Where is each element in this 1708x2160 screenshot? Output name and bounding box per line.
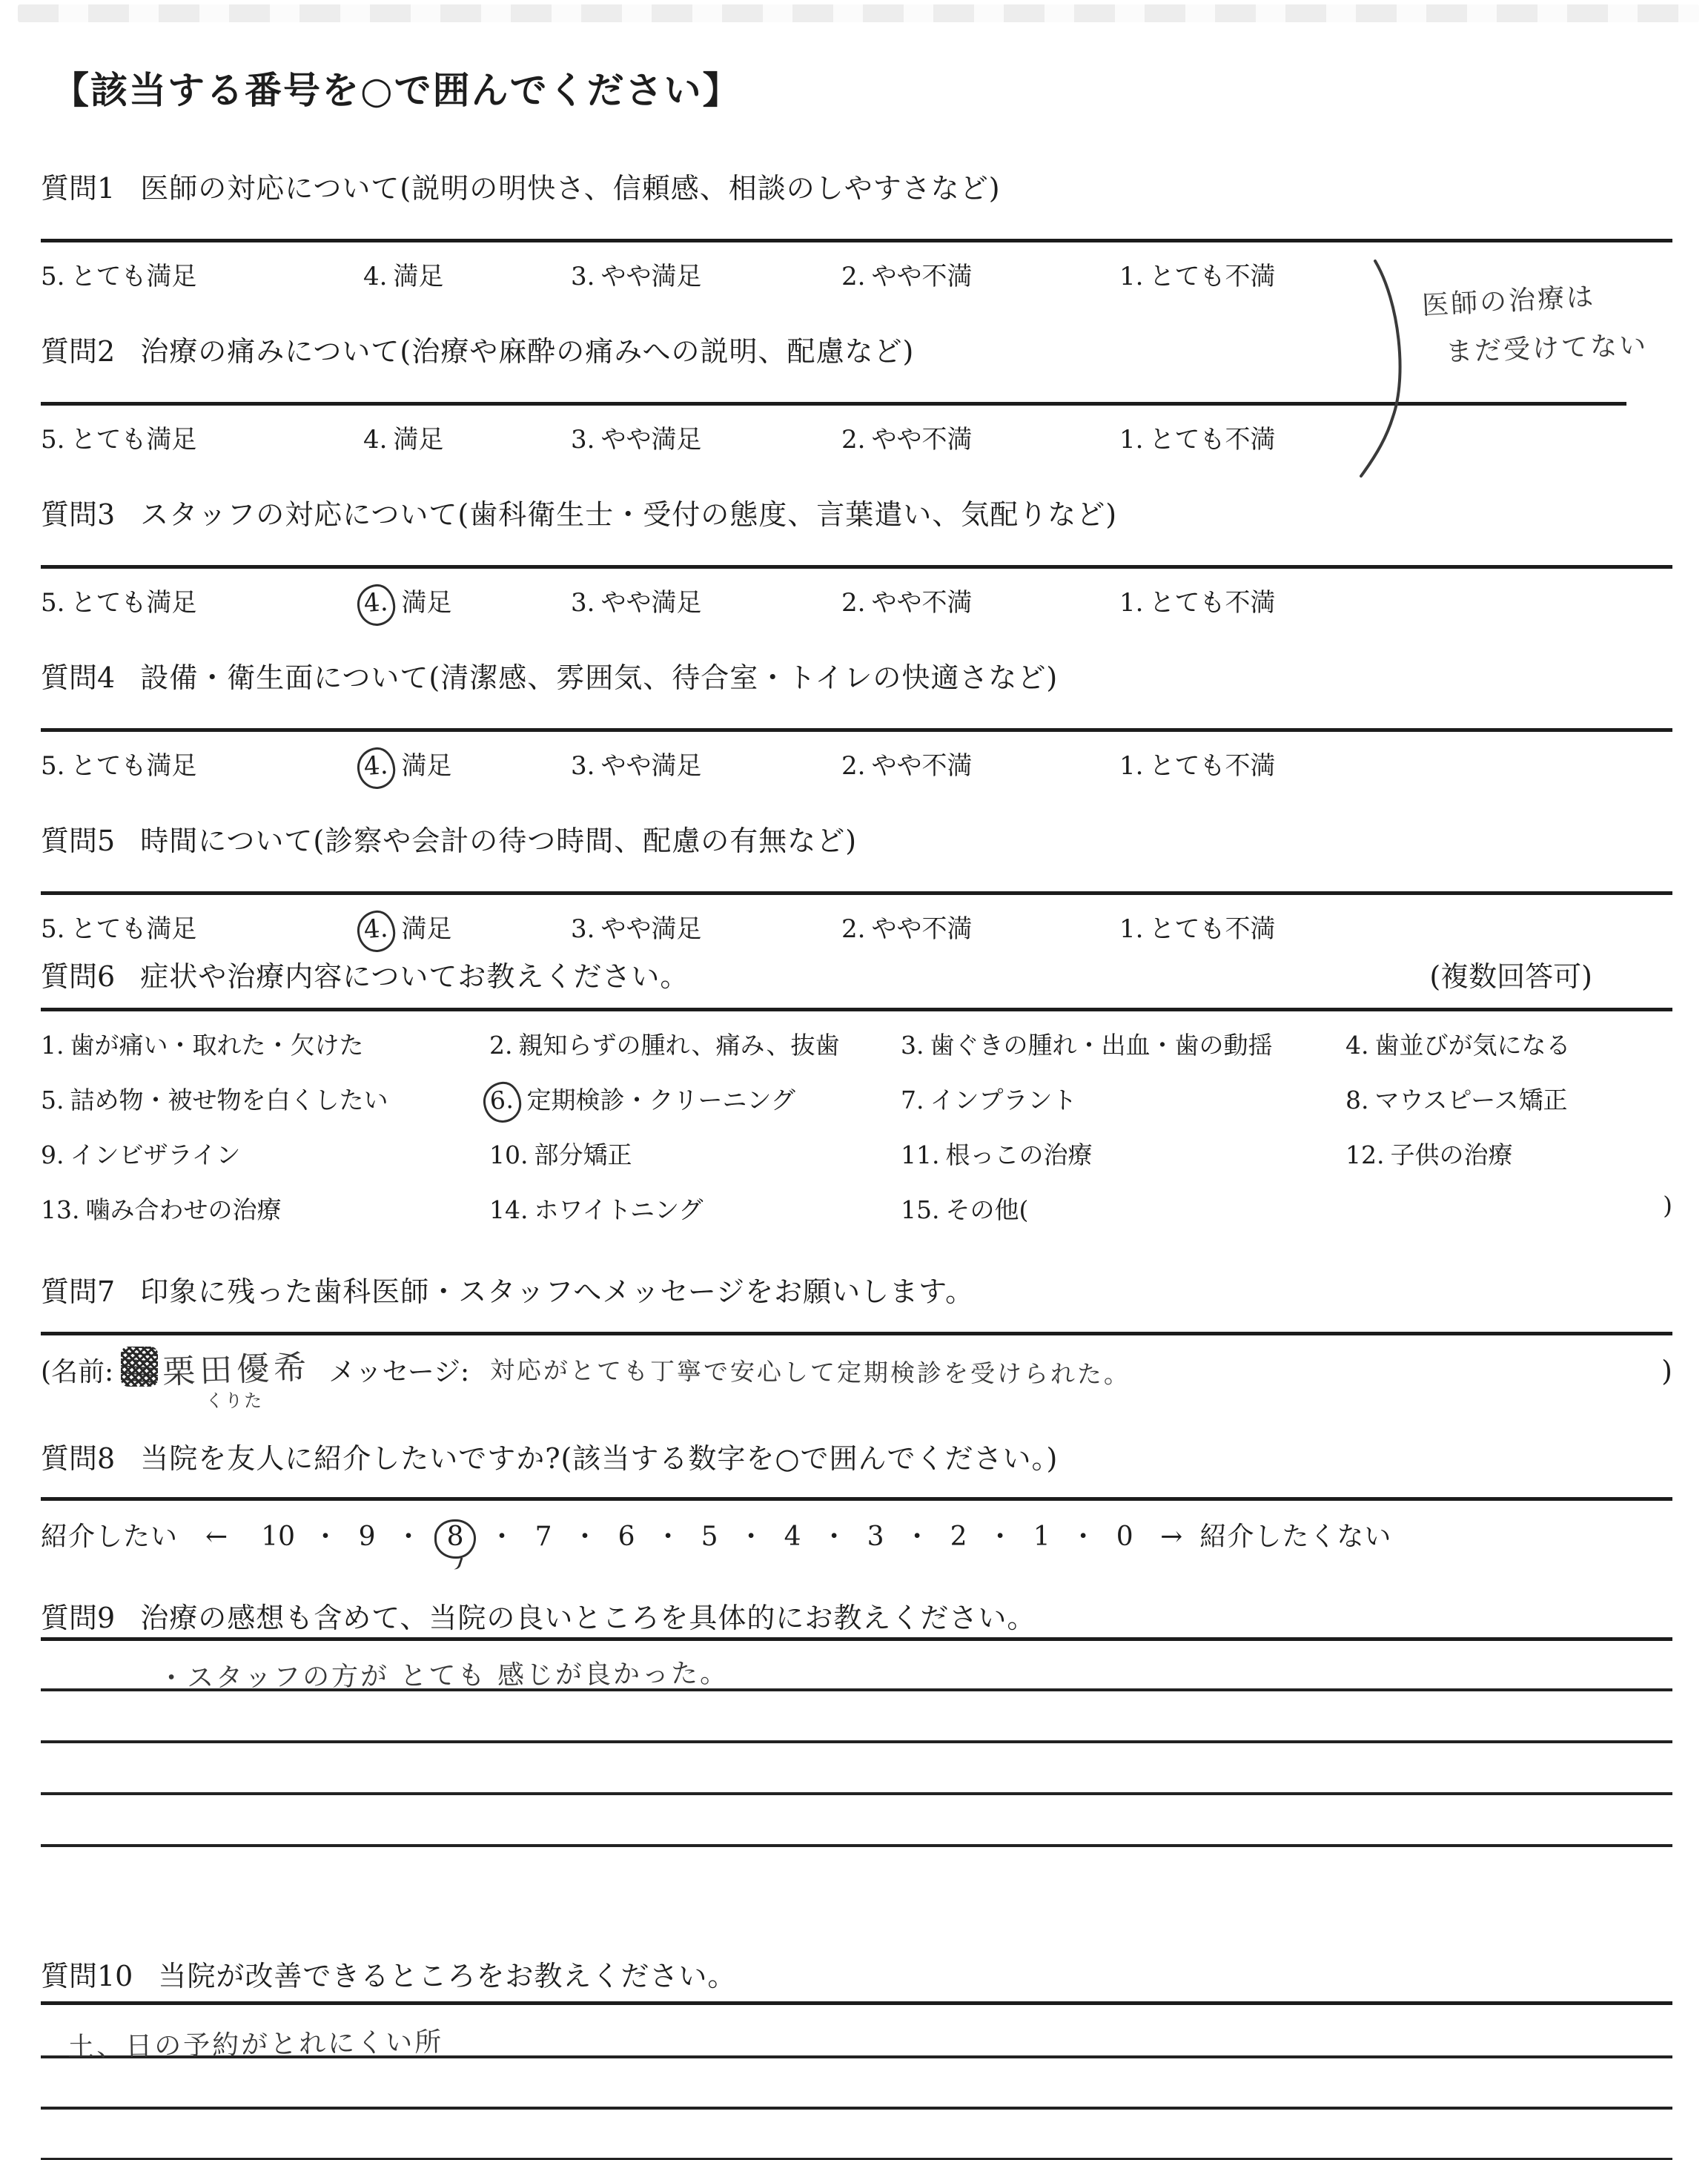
question-1-label: 質問1 [41, 172, 116, 205]
q8-dot: ・ [738, 1522, 765, 1552]
q8-dot: ・ [655, 1522, 682, 1552]
question-6-note: (複数回答可) [1429, 960, 1592, 993]
q6-item-12-text: 子供の治療 [1390, 1140, 1513, 1169]
q5-option-1-number: 1. [1119, 914, 1144, 944]
q9-answer-line-4 [41, 1795, 1672, 1847]
question-4-rule [41, 728, 1672, 732]
question-10-heading [41, 1958, 1672, 1994]
q6-item-15-number: 15. [901, 1195, 940, 1224]
q4-circled-answer-4: 4. [356, 746, 397, 790]
q3-option-2 [841, 582, 1119, 618]
q8-score-1: 1 [1033, 1522, 1050, 1552]
q6-row-2 [41, 1081, 1672, 1136]
q2-option-4-number: 4. [363, 425, 388, 455]
question-2-title: 治療の痛みについて(治療や麻酔の痛みへの説明、配慮など) [140, 335, 915, 368]
q6-item-9-text: インビザライン [70, 1140, 241, 1169]
q6-item-10 [489, 1136, 901, 1171]
q10-handwritten-answer: 土、日の予約がとれにくい所 [67, 2027, 444, 2063]
question-9-label: 質問9 [41, 1602, 116, 1634]
question-1-title: 医師の対応について(説明の明快さ、信頼感、相談のしやすさなど) [140, 172, 1001, 205]
q8-dot: ・ [821, 1522, 848, 1552]
q5-circled-answer-4: 4. [356, 909, 397, 953]
q2-option-4 [363, 419, 571, 455]
q1-option-5-text: とても満足 [70, 262, 197, 291]
question-2-section [41, 334, 1672, 497]
question-5-label: 質問5 [41, 825, 116, 857]
q2-option-1-number: 1. [1119, 425, 1144, 455]
q5-option-5 [41, 908, 363, 945]
q4-option-3 [571, 745, 841, 782]
question-9-heading [41, 1600, 1672, 1636]
question-3-label: 質問3 [41, 498, 116, 531]
q8-circled-answer-8: 8 [434, 1519, 476, 1559]
q1-option-3-text: やや満足 [600, 262, 702, 291]
q6-item-11-number: 11. [901, 1140, 940, 1169]
question-6-items [41, 1026, 1672, 1246]
q6-item-7-number: 7. [901, 1086, 924, 1114]
q1-option-1-text: とても不満 [1149, 262, 1276, 291]
q2-option-4-text: 満足 [393, 425, 444, 455]
q8-score-6: 6 [618, 1522, 635, 1552]
question-5-title: 時間について(診察や会計の待つ時間、配慮の有無など) [140, 825, 858, 857]
q5-option-2 [841, 908, 1119, 945]
q6-row-3 [41, 1136, 1672, 1191]
question-4-label: 質問4 [41, 661, 116, 694]
form-title: 【該当する番号を○で囲んでください】 [52, 68, 741, 112]
q8-score-0: 0 [1116, 1522, 1133, 1552]
q2-option-3 [571, 419, 841, 455]
q6-item-14 [489, 1191, 901, 1226]
question-8-section [41, 1441, 1672, 1600]
q8-left-label: 紹介したい [41, 1522, 179, 1552]
q3-option-3-number: 3. [571, 588, 595, 618]
q5-option-3 [571, 908, 841, 945]
question-7-heading [41, 1274, 1672, 1309]
question-7-title: 印象に残った歯科医師・スタッフへメッセージをお願いします。 [140, 1275, 975, 1308]
q6-item-5-text: 詰め物・被せ物を白くしたい [70, 1086, 388, 1114]
q6-item-3 [901, 1026, 1345, 1061]
q6-item-3-number: 3. [901, 1031, 924, 1060]
q8-score-5: 5 [701, 1522, 718, 1552]
question-4-heading [41, 660, 1672, 696]
q9-answer-line-3 [41, 1743, 1672, 1795]
q3-option-1-text: とても不満 [1149, 588, 1276, 618]
question-7-section [41, 1274, 1672, 1441]
q1-option-2 [841, 256, 1119, 292]
q7-name-message-row [41, 1343, 1672, 1411]
q4-option-1 [1119, 745, 1275, 782]
question-3-rule [41, 565, 1672, 569]
question-7-label: 質問7 [41, 1275, 116, 1308]
q8-dot: ・ [395, 1522, 423, 1552]
q6-item-5-number: 5. [41, 1086, 64, 1114]
q3-option-5 [41, 582, 363, 618]
q8-dot: ・ [312, 1522, 340, 1552]
q6-item-2-text: 親知らずの腫れ、痛み、抜歯 [518, 1031, 840, 1060]
q2-option-3-number: 3. [571, 425, 595, 455]
q4-option-2-number: 2. [841, 751, 866, 781]
q6-item-7-text: インプラント [930, 1086, 1077, 1114]
q6-item-14-text: ホワイトニング [534, 1195, 704, 1224]
q2-option-2 [841, 419, 1119, 455]
q6-item-14-number: 14. [489, 1195, 529, 1224]
q6-item-15-text: その他( [945, 1195, 1029, 1224]
q6-item-1-text: 歯が痛い・取れた・欠けた [70, 1031, 364, 1060]
q8-score-7: 7 [534, 1522, 552, 1552]
scan-artifact-strip [18, 4, 1699, 22]
scratched-out-character [121, 1347, 158, 1387]
q4-option-4-selected [363, 745, 571, 783]
q2-option-2-number: 2. [841, 425, 866, 455]
question-1-heading [41, 171, 1672, 206]
q6-item-13-text: 噛み合わせの治療 [85, 1195, 282, 1224]
q4-option-5-text: とても満足 [70, 751, 197, 781]
q1-option-2-number: 2. [841, 262, 866, 291]
question-9-title: 治療の感想も含めて、当院の良いところを具体的にお教えください。 [140, 1602, 1036, 1634]
q6-item-6-text: 定期検診・クリーニング [526, 1086, 795, 1114]
question-3-title: スタッフの対応について(歯科衛生士・受付の態度、言葉遣い、気配りなど) [140, 498, 1118, 531]
q8-recommend-scale [41, 1516, 1672, 1554]
q3-option-5-number: 5. [41, 588, 65, 618]
q6-item-11-text: 根っこの治療 [945, 1140, 1093, 1169]
q8-score-9: 9 [358, 1522, 376, 1552]
q6-item-10-text: 部分矯正 [534, 1140, 632, 1169]
q6-item-1 [41, 1026, 489, 1061]
question-5-options [41, 908, 1672, 946]
question-8-heading [41, 1441, 1672, 1476]
q1-option-2-text: やや不満 [871, 262, 973, 291]
q8-dot: ・ [1070, 1522, 1097, 1552]
q2-option-1-text: とても不満 [1149, 425, 1276, 455]
q4-option-1-number: 1. [1119, 751, 1144, 781]
annotation-line-1: 医師の治療は [1421, 281, 1597, 322]
q5-option-1-text: とても不満 [1149, 914, 1276, 944]
q6-item-2-number: 2. [489, 1031, 513, 1060]
question-5-section [41, 823, 1672, 959]
q6-item-8-number: 8. [1345, 1086, 1369, 1114]
q2-option-5 [41, 419, 363, 455]
q2-option-1 [1119, 419, 1275, 455]
question-4-title: 設備・衛生面について(清潔感、雰囲気、待合室・トイレの快適さなど) [140, 661, 1059, 694]
q6-item-12-number: 12. [1345, 1140, 1385, 1169]
handwritten-brace-curve [1351, 260, 1417, 482]
question-6-label: 質問6 [41, 960, 116, 993]
question-9-section [41, 1600, 1672, 1900]
q6-item-7 [901, 1081, 1345, 1116]
q6-item-9-number: 9. [41, 1140, 64, 1169]
q6-item-6-selected [489, 1081, 901, 1117]
q4-option-2 [841, 745, 1119, 782]
q6-item-8 [1345, 1081, 1568, 1116]
q6-item-3-text: 歯ぐきの腫れ・出血・歯の動揺 [930, 1031, 1273, 1060]
q5-option-4-selected [363, 908, 571, 946]
q4-option-4-text: 満足 [401, 751, 452, 781]
q5-option-4-text: 満足 [401, 914, 452, 944]
q10-answer-line-1 [41, 2005, 1672, 2063]
q2-option-2-text: やや不満 [871, 425, 973, 455]
q3-option-4-text: 満足 [401, 588, 452, 618]
question-10-section [41, 1958, 1672, 2160]
q6-item-1-number: 1. [41, 1031, 64, 1060]
q4-option-5 [41, 745, 363, 782]
question-6-title: 症状や治療内容についてお教えください。 [140, 960, 689, 993]
q5-option-1 [1119, 908, 1275, 945]
q9-answer-line-2 [41, 1691, 1672, 1743]
question-1-rule [41, 239, 1672, 242]
q8-dot: ・ [572, 1522, 599, 1552]
q9-answer-line-1 [41, 1641, 1672, 1694]
question-6-section [41, 959, 1672, 1274]
q10-answer-line-3 [41, 2110, 1672, 2160]
q8-score-3: 3 [867, 1522, 884, 1552]
q1-option-1 [1119, 256, 1275, 292]
q6-item-4-text: 歯並びが気になる [1374, 1031, 1571, 1060]
q2-option-5-text: とても満足 [70, 425, 197, 455]
q3-option-5-text: とても満足 [70, 588, 197, 618]
q6-item-15-other [901, 1191, 1028, 1226]
annotation-line-2: まだ受けてない [1445, 330, 1649, 368]
q6-other-close-paren: ) [1663, 1191, 1672, 1220]
q6-circled-answer-6: 6. [482, 1080, 522, 1123]
question-8-title: 当院を友人に紹介したいですか?(該当する数字を○で囲んでください。) [140, 1442, 1059, 1475]
q7-close-paren: ) [1661, 1355, 1672, 1387]
question-4-section [41, 660, 1672, 823]
q1-option-1-number: 1. [1119, 262, 1144, 291]
q2-option-5-number: 5. [41, 425, 65, 455]
q5-option-2-text: やや不満 [871, 914, 973, 944]
q6-item-2 [489, 1026, 901, 1061]
question-3-options [41, 582, 1672, 620]
q3-option-2-text: やや不満 [871, 588, 973, 618]
q8-score-4: 4 [784, 1522, 801, 1552]
q7-message-label: メッセージ: [328, 1357, 470, 1387]
q5-option-2-number: 2. [841, 914, 866, 944]
question-2-options [41, 419, 1672, 455]
question-2-label: 質問2 [41, 335, 116, 368]
q3-option-3-text: やや満足 [600, 588, 702, 618]
q3-option-3 [571, 582, 841, 618]
q2-option-3-text: やや満足 [600, 425, 702, 455]
question-6-rule [41, 1008, 1672, 1011]
q6-item-13 [41, 1191, 489, 1226]
q3-option-2-number: 2. [841, 588, 866, 618]
q4-option-3-text: やや満足 [600, 751, 702, 781]
q6-item-13-number: 13. [41, 1195, 80, 1224]
q9-handwritten-answer: ・スタッフの方が とても 感じが良かった。 [157, 1658, 729, 1694]
q7-name-wrap [162, 1343, 312, 1411]
q6-item-4-number: 4. [1345, 1031, 1369, 1060]
q4-option-1-text: とても不満 [1149, 751, 1276, 781]
question-8-rule [41, 1497, 1672, 1501]
q4-option-5-number: 5. [41, 751, 65, 781]
q8-dot: ・ [904, 1522, 931, 1552]
question-3-heading [41, 497, 1672, 532]
q1-option-4 [363, 256, 571, 292]
q7-message-handwritten: 対応がとても丁寧で安心して定期検診を受けられた。 [490, 1355, 1131, 1390]
left-arrow-icon: ← [205, 1522, 228, 1552]
q3-option-4-selected [363, 582, 571, 620]
q6-item-12 [1345, 1136, 1512, 1171]
q1-option-3 [571, 256, 841, 292]
question-6-heading [41, 959, 1672, 994]
question-10-label: 質問10 [41, 1960, 133, 1992]
q6-item-4 [1345, 1026, 1571, 1061]
q3-circled-answer-4: 4. [356, 583, 397, 627]
question-3-section [41, 497, 1672, 660]
question-5-rule [41, 891, 1672, 895]
right-arrow-icon: → [1160, 1522, 1183, 1552]
q4-option-2-text: やや不満 [871, 751, 973, 781]
q1-option-5 [41, 256, 363, 292]
q8-score-2: 2 [950, 1522, 967, 1552]
q1-option-4-text: 満足 [393, 262, 444, 291]
q3-option-1-number: 1. [1119, 588, 1144, 618]
q7-name-label: (名前: [41, 1357, 114, 1387]
q6-item-11 [901, 1136, 1345, 1171]
q5-option-5-number: 5. [41, 914, 65, 944]
q7-name-handwritten: 栗田優希 [162, 1348, 312, 1392]
q6-item-8-text: マウスピース矯正 [1374, 1086, 1568, 1114]
q6-item-5 [41, 1081, 489, 1116]
q5-option-5-text: とても満足 [70, 914, 197, 944]
q5-option-3-text: やや満足 [600, 914, 702, 944]
q8-dot: ・ [987, 1522, 1014, 1552]
q6-row-1 [41, 1026, 1672, 1081]
question-8-label: 質問8 [41, 1442, 116, 1475]
q6-item-9 [41, 1136, 489, 1171]
q1-option-5-number: 5. [41, 262, 65, 291]
q1-option-4-number: 4. [363, 262, 388, 291]
question-5-heading [41, 823, 1672, 859]
question-2-heading [41, 334, 1672, 369]
q4-option-3-number: 3. [571, 751, 595, 781]
q7-name-furigana: くりた [205, 1390, 264, 1411]
q8-right-label: 紹介したくない [1199, 1522, 1392, 1552]
question-7-rule [41, 1332, 1672, 1335]
q8-score-10: 10 [261, 1522, 295, 1552]
q6-item-10-number: 10. [489, 1140, 529, 1169]
q8-dot: ・ [489, 1522, 516, 1552]
q6-row-4 [41, 1191, 1672, 1246]
q1-option-3-number: 3. [571, 262, 595, 291]
question-4-options [41, 745, 1672, 783]
q5-option-3-number: 3. [571, 914, 595, 944]
q10-answer-line-2 [41, 2058, 1672, 2110]
q3-option-1 [1119, 582, 1275, 618]
question-10-title: 当院が改善できるところをお教えください。 [158, 1960, 737, 1992]
